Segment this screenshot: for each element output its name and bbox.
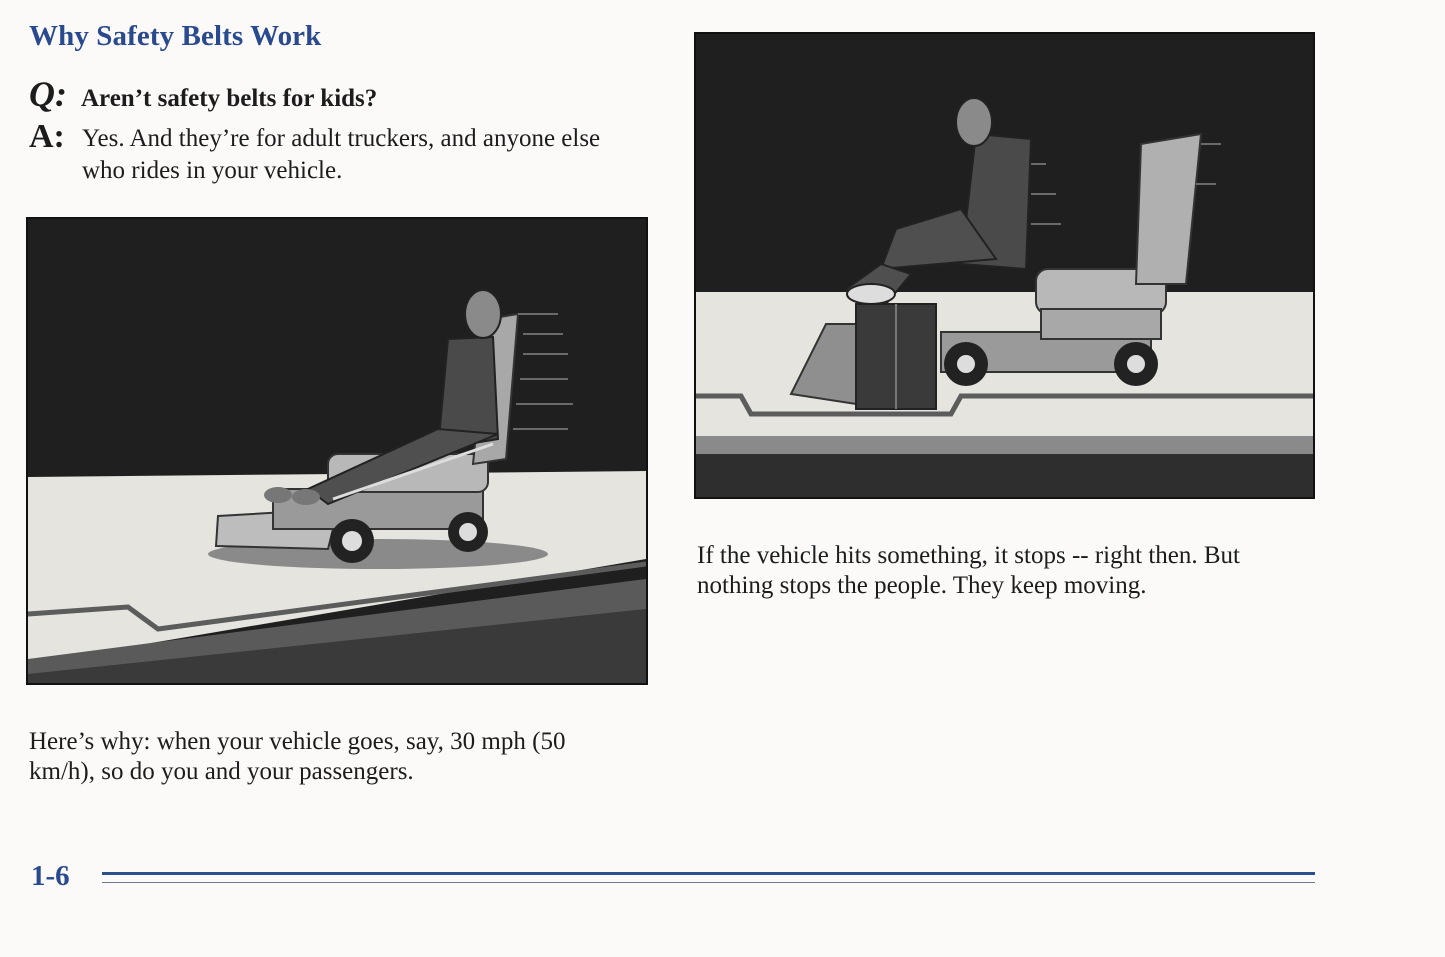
footer-rule-thin bbox=[102, 882, 1315, 883]
crash-dummy-moving-illustration bbox=[28, 219, 646, 683]
question-marker: Q: bbox=[29, 74, 67, 114]
question-row bbox=[29, 73, 377, 115]
paragraph-vehicle-impact: If the vehicle hits something, it stops -- right then. But nothing stops the people. They keep moving. bbox=[697, 542, 1240, 599]
page-title: Why Safety Belts Work bbox=[29, 20, 322, 52]
crash-dummy-impact-illustration bbox=[696, 34, 1313, 497]
footer-rule-thick bbox=[102, 872, 1315, 875]
answer-marker: A: bbox=[29, 118, 65, 155]
paragraph-vehicle-speed: Here’s why: when your vehicle goes, say, 30 mph (50 km/h), so do you and your passengers. bbox=[29, 728, 566, 785]
figure-moving-vehicle bbox=[26, 217, 648, 685]
answer-text: Yes. And they’re for adult truckers, and anyone else who rides in your vehicle. bbox=[82, 125, 601, 184]
answer-row bbox=[29, 118, 642, 187]
question-text: Aren’t safety belts for kids? bbox=[81, 85, 378, 112]
figure-vehicle-impact bbox=[694, 32, 1315, 499]
page-number: 1-6 bbox=[31, 860, 70, 892]
